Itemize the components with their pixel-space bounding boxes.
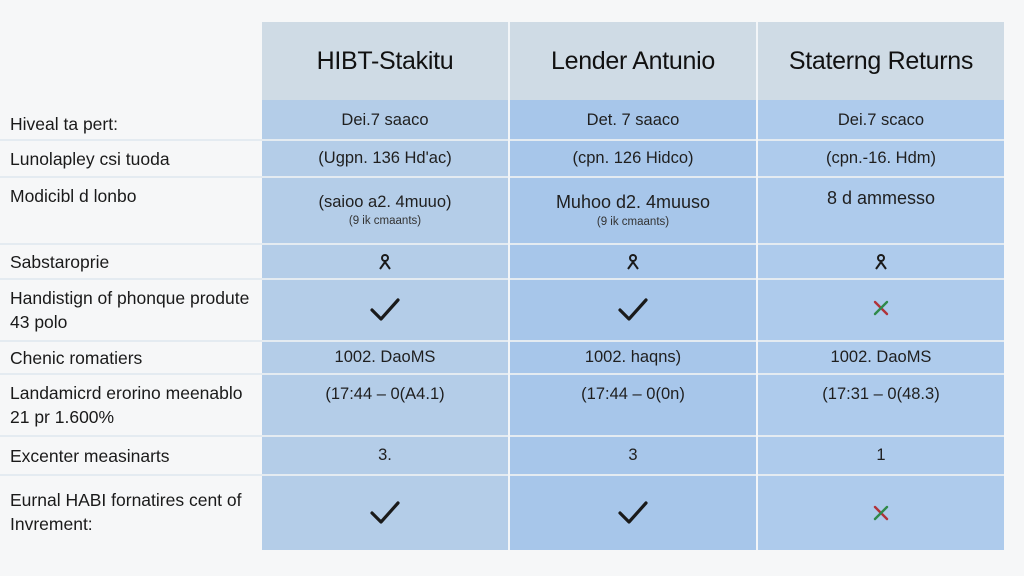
- table-cell: 1: [876, 446, 886, 464]
- table-cell: 3.: [378, 446, 392, 464]
- table-cell: [510, 280, 756, 340]
- table-cell: [758, 245, 1004, 278]
- table-cell: (cpn. 126 Hidco): [572, 149, 694, 167]
- row-label: Handistign of phonque produte 43 polo: [10, 288, 250, 332]
- row-label: Hiveal ta pert:: [10, 114, 118, 134]
- table-cell: [262, 245, 508, 278]
- checkmark-icon: [617, 297, 649, 323]
- row-divider: [0, 176, 1004, 178]
- cell-sub-text: (9 ik cmaants): [596, 216, 670, 228]
- table-cell: [510, 180, 756, 240]
- table-cell: (17:44 – 0(0n): [581, 384, 685, 403]
- row-label: Landamicrd erorino meenablo 21 pr 1.600%: [10, 383, 243, 427]
- checkmark-icon: [617, 500, 649, 526]
- cell-main-text: 8 d ammesso: [826, 187, 936, 208]
- table-cell: Dei.7 saaco: [341, 111, 429, 129]
- cell-main-text: (saioo a2. 4muuo): [318, 193, 452, 211]
- row-label: Modicibl d lonbo: [10, 186, 137, 206]
- checkmark-icon: [369, 297, 401, 323]
- column-header-1: HIBT-Stakitu: [262, 22, 508, 100]
- row-label: Eurnal HABI fornatires cent of Invrement:: [10, 490, 242, 534]
- table-cell: [758, 180, 1004, 216]
- table-cell: [262, 476, 508, 550]
- table-cell: [262, 280, 508, 340]
- cell-main-text: Muhoo d2. 4muuso: [555, 192, 711, 212]
- table-cell: 1002. DaoMS: [830, 348, 932, 366]
- table-cell: (17:31 – 0(48.3): [822, 384, 940, 403]
- cell-sub-text: (9 ik cmaants): [348, 215, 422, 227]
- person-icon: [872, 253, 890, 271]
- table-cell: (cpn.-16. Hdm): [825, 149, 937, 167]
- table-cell: [510, 476, 756, 550]
- row-divider: [0, 373, 1004, 375]
- table-cell: (17:44 – 0(A4.1): [325, 384, 445, 403]
- cross-icon: [872, 299, 890, 317]
- person-icon: [376, 253, 394, 271]
- table-cell: [758, 476, 1004, 550]
- column-header-2: Lender Antunio: [510, 22, 756, 100]
- row-label: Lunolapley csi tuoda: [10, 149, 170, 169]
- table-cell: [758, 280, 1004, 336]
- cross-icon: [872, 504, 890, 522]
- table-cell: [510, 245, 756, 278]
- row-label: Sabstaroprie: [10, 252, 110, 272]
- table-cell: 1002. haqns): [584, 348, 682, 366]
- table-cell: (Ugpn. 136 Hd'ac): [318, 149, 452, 167]
- checkmark-icon: [369, 500, 401, 526]
- table-cell: [262, 180, 508, 240]
- row-label: Chenic romatiers: [10, 348, 143, 368]
- person-icon: [624, 253, 642, 271]
- row-label: Excenter measinarts: [10, 446, 170, 466]
- table-cell: 3: [628, 446, 638, 464]
- table-cell: Det. 7 saaco: [586, 111, 680, 129]
- table-cell: Dei.7 scaco: [837, 111, 925, 129]
- table-cell: 1002. DaoMS: [334, 348, 436, 366]
- column-header-3: Staterng Returns: [758, 22, 1004, 100]
